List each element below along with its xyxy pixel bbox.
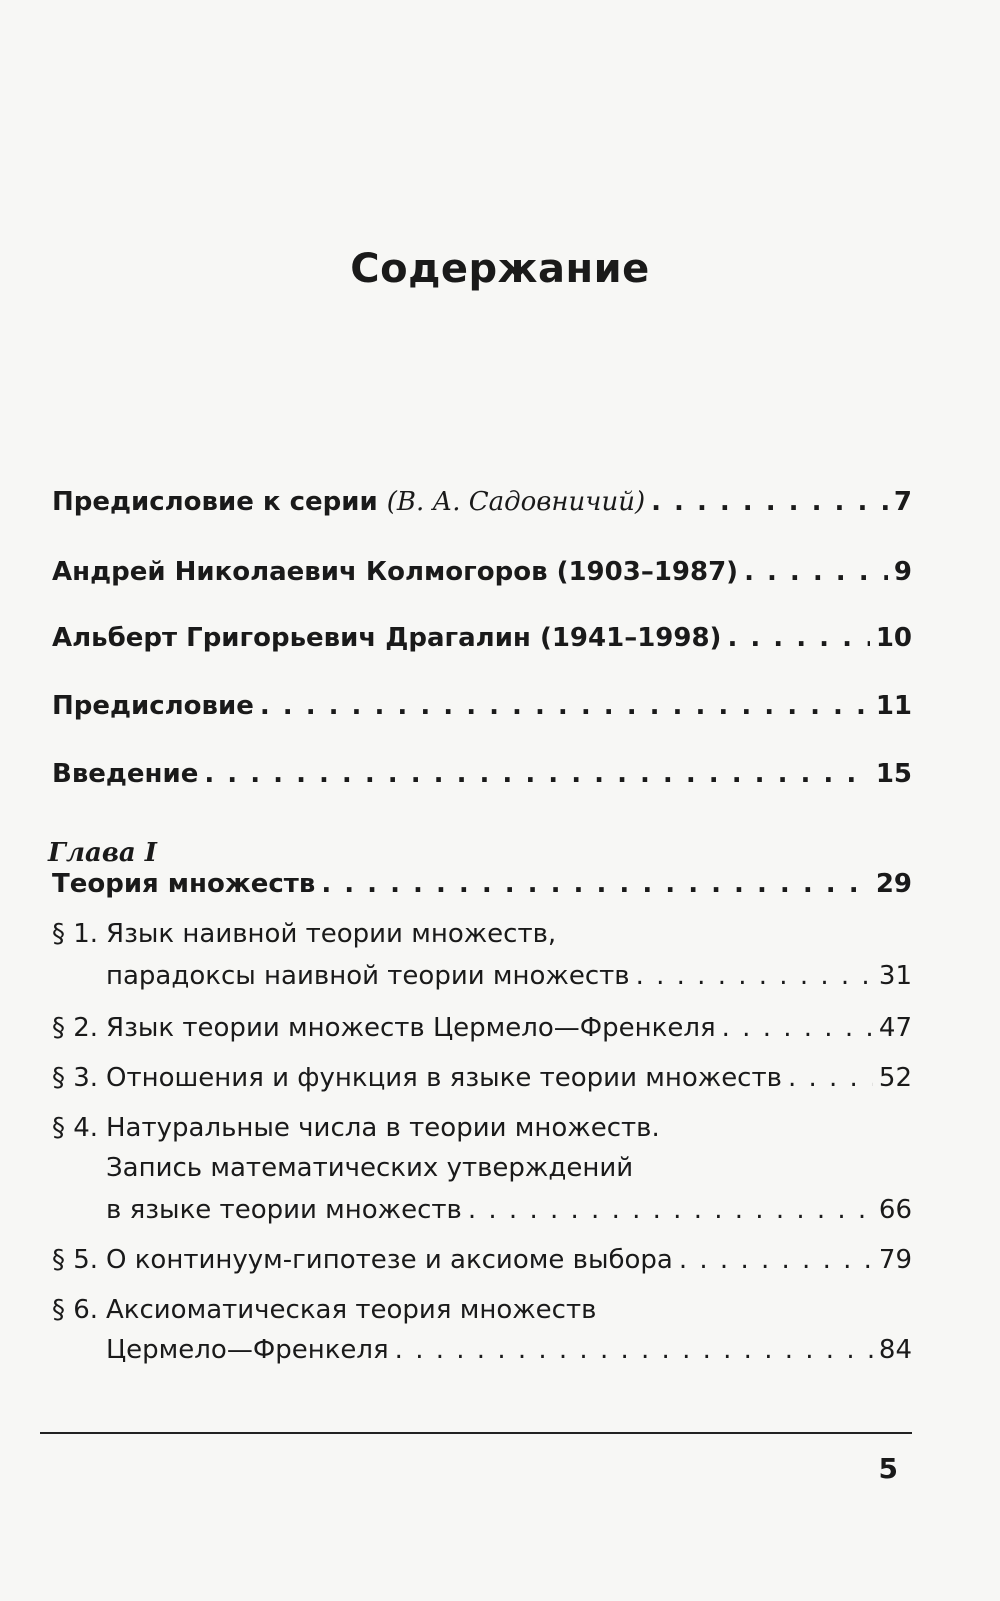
page-title: Содержание <box>350 246 650 292</box>
section-number: § 1. <box>52 919 99 949</box>
dot-leader <box>651 486 888 518</box>
toc-page-number: 79 <box>878 1245 912 1275</box>
toc-page-number: 84 <box>878 1335 912 1365</box>
toc-entry-text: Предисловие к серии <box>52 487 378 517</box>
toc-page-number: 31 <box>878 961 912 991</box>
dot-leader <box>321 868 869 900</box>
dot-leader <box>395 1334 873 1366</box>
section-4-middle-line: Запись математических утверждений <box>106 1153 634 1183</box>
section-number: § 2. <box>52 1013 99 1043</box>
section-2[interactable] <box>52 1012 912 1044</box>
toc-page-number: 11 <box>875 691 912 721</box>
dot-leader <box>260 690 870 722</box>
section-title-line: О континуум-гипотезе и аксиоме выбора <box>106 1245 673 1275</box>
dot-leader <box>744 556 888 588</box>
section-3[interactable] <box>52 1062 912 1094</box>
footer-rule <box>40 1432 912 1434</box>
dot-leader <box>727 622 869 654</box>
dot-leader <box>679 1244 873 1276</box>
section-number: § 4. <box>52 1113 99 1143</box>
section-number: § 6. <box>52 1295 99 1325</box>
toc-entry-text: Теория множеств <box>52 869 316 899</box>
section-title-line: Цермело—Френкеля <box>106 1335 389 1365</box>
toc-page-number: 15 <box>875 759 912 789</box>
section-1-first-line[interactable] <box>52 918 556 950</box>
section-4-last-line[interactable] <box>106 1194 912 1226</box>
toc-entry-kolmogorov[interactable] <box>52 556 912 588</box>
chapter-label: Глава I <box>48 838 157 868</box>
section-title-line: в языке теории множеств <box>106 1195 462 1225</box>
section-4-first-line[interactable] <box>52 1112 660 1144</box>
toc-page-number: 66 <box>878 1195 912 1225</box>
dot-leader <box>468 1194 873 1226</box>
section-title-line: Язык наивной теории множеств, <box>106 919 557 949</box>
toc-entry-text: Альберт Григорьевич Драгалин (1941–1998) <box>52 623 722 653</box>
section-6-last-line[interactable] <box>106 1334 912 1366</box>
section-6-first-line[interactable] <box>52 1294 596 1326</box>
section-title-line: парадоксы наивной теории множеств <box>106 961 630 991</box>
section-title-line: Аксиоматическая теория множеств <box>106 1295 597 1325</box>
section-title-line: Натуральные числа в теории множеств. <box>106 1113 660 1143</box>
toc-entry-preface[interactable] <box>52 690 912 722</box>
toc-entry-text: Предисловие <box>52 691 254 721</box>
toc-page-number: 9 <box>893 557 912 587</box>
toc-entry-text: Андрей Николаевич Колмогоров (1903–1987) <box>52 557 739 587</box>
dot-leader <box>722 1012 873 1044</box>
toc-page-number: 7 <box>893 487 912 517</box>
section-1-last-line[interactable] <box>106 960 912 992</box>
footer-page-number: 5 <box>878 1452 898 1485</box>
section-number: § 3. <box>52 1063 99 1093</box>
dot-leader <box>788 1062 873 1094</box>
dot-leader <box>636 960 873 992</box>
toc-page-number: 52 <box>878 1063 912 1093</box>
toc-entry-chapter-title[interactable] <box>52 868 912 900</box>
section-title-line: Отношения и функция в языке теории множеств <box>106 1063 782 1093</box>
dot-leader <box>204 758 869 790</box>
section-number: § 5. <box>52 1245 99 1275</box>
section-5[interactable] <box>52 1244 912 1276</box>
toc-entry-series-preface[interactable] <box>52 486 912 518</box>
toc-page-number: 29 <box>875 869 912 899</box>
toc-entry-introduction[interactable] <box>52 758 912 790</box>
toc-page-number: 10 <box>875 623 912 653</box>
toc-entry-author: (В. А. Садовничий) <box>386 487 646 517</box>
toc-entry-dragalin[interactable] <box>52 622 912 654</box>
section-title-line: Язык теории множеств Цермело—Френкеля <box>106 1013 716 1043</box>
toc-page-number: 47 <box>878 1013 912 1043</box>
toc-entry-text: Введение <box>52 759 199 789</box>
